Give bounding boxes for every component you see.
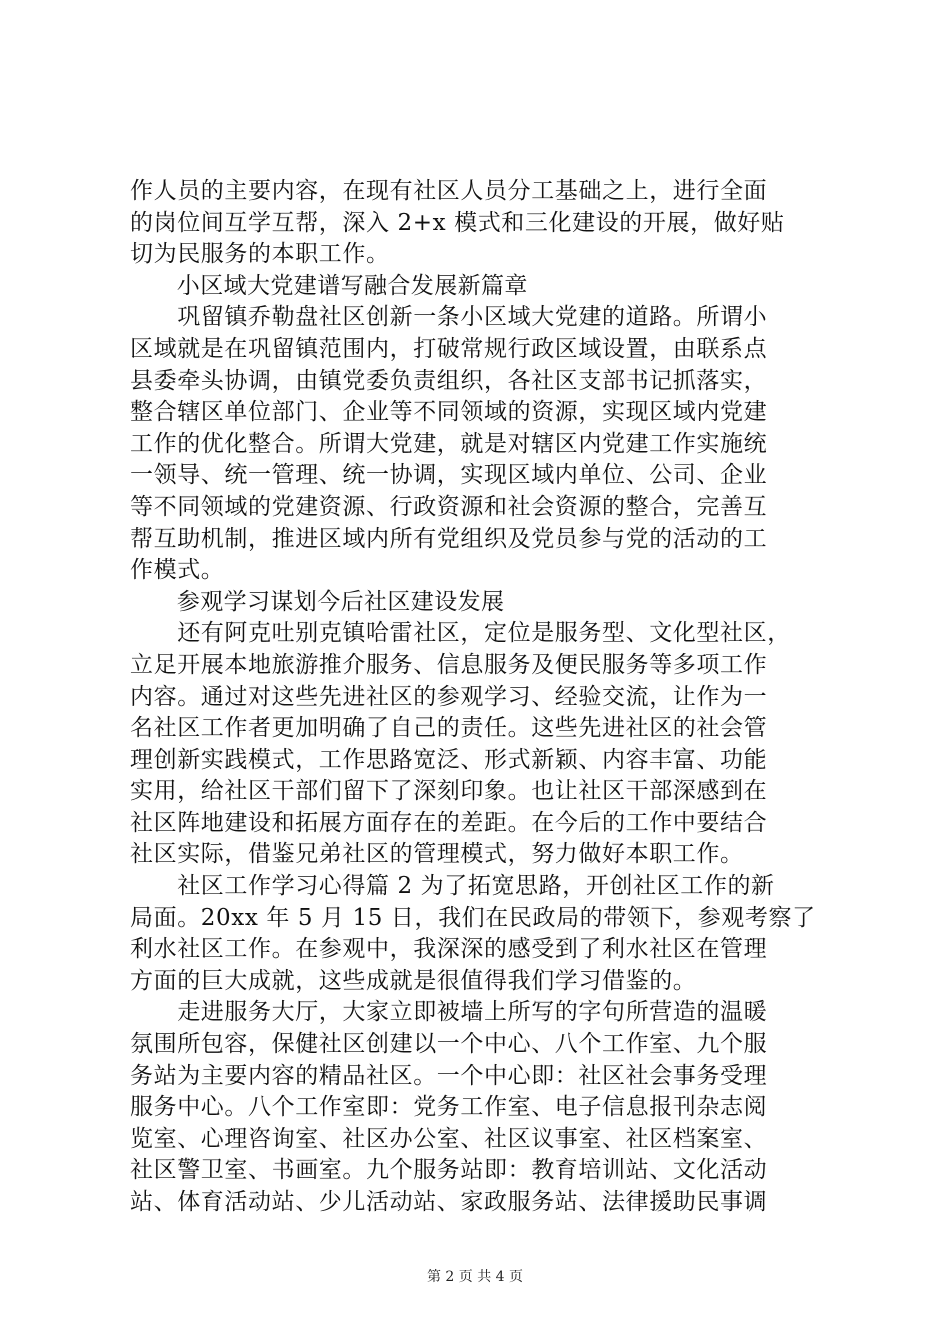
text-line: 内容。通过对这些先进社区的参观学习、经验交流，让作为一: [130, 683, 768, 710]
text-line: 的岗位间互学互帮，深入 2+x 模式和三化建设的开展，做好贴: [130, 209, 785, 236]
text-line: 巩留镇乔勒盘社区创新一条小区域大党建的道路。所谓小: [130, 304, 768, 331]
text-line: 实用，给社区干部们留下了深刻印象。也让社区干部深感到在: [130, 778, 768, 805]
text-line: 方面的巨大成就，这些成就是很值得我们学习借鉴的。: [130, 967, 697, 994]
text-line: 社区警卫室、书画室。九个服务站即：教育培训站、文化活动: [130, 1157, 768, 1184]
text-line: 作模式。: [130, 557, 225, 584]
text-line: 务站为主要内容的精品社区。一个中心即：社区社会事务受理: [130, 1062, 768, 1089]
text-line: 社区阵地建设和拓展方面存在的差距。在今后的工作中要结合: [130, 809, 768, 836]
text-line: 还有阿克吐别克镇哈雷社区，定位是服务型、文化型社区，: [130, 620, 791, 647]
text-line: 走进服务大厅，大家立即被墙上所写的字句所营造的温暖: [130, 999, 768, 1026]
text-line: 立足开展本地旅游推介服务、信息服务及便民服务等多项工作: [130, 651, 768, 678]
text-line: 站、体育活动站、少儿活动站、家政服务站、法律援助民事调: [130, 1189, 768, 1215]
text-line: 作人员的主要内容，在现有社区人员分工基础之上，进行全面: [130, 178, 768, 204]
text-line: 局面。20xx 年 5 月 15 日，我们在民政局的带领下，参观考察了: [130, 904, 816, 931]
text-line: 览室、心理咨询室、社区办公室、社区议事室、社区档案室、: [130, 1125, 768, 1152]
text-line: 社区实际，借鉴兄弟社区的管理模式，努力做好本职工作。: [130, 841, 744, 868]
text-line: 整合辖区单位部门、企业等不同领域的资源，实现区域内党建: [130, 399, 768, 426]
text-line: 等不同领域的党建资源、行政资源和社会资源的整合，完善互: [130, 493, 768, 520]
text-line: 帮互助机制，推进区域内所有党组织及党员参与党的活动的工: [130, 525, 768, 552]
text-line: 利水社区工作。在参观中，我深深的感受到了利水社区在管理: [130, 936, 768, 963]
text-line: 区域就是在巩留镇范围内，打破常规行政区域设置，由联系点: [130, 335, 768, 362]
text-line: 县委牵头协调，由镇党委负责组织，各社区支部书记抓落实，: [130, 367, 768, 394]
text-line: 服务中心。八个工作室即：党务工作室、电子信息报刊杂志阅: [130, 1094, 768, 1121]
section-heading: 参观学习谋划今后社区建设发展: [130, 588, 505, 615]
text-line: 氛围所包容，保健社区创建以一个中心、八个工作室、九个服: [130, 1031, 768, 1058]
text-line: 切为民服务的本职工作。: [130, 241, 390, 268]
body-text: [130, 176, 835, 1219]
section-heading: 小区域大党建谱写融合发展新篇章: [130, 272, 528, 299]
page-footer: 第 2 页 共 4 页: [426, 1269, 524, 1285]
text-line: 理创新实践模式，工作思路宽泛、形式新颖、内容丰富、功能: [130, 746, 768, 773]
text-line: 名社区工作者更加明确了自己的责任。这些先进社区的社会管: [130, 715, 768, 742]
text-line: 社区工作学习心得篇 2 为了拓宽思路，开创社区工作的新: [130, 873, 775, 900]
text-line: 工作的优化整合。所谓大党建，就是对辖区内党建工作实施统: [130, 430, 768, 457]
text-line: 一领导、统一管理、统一协调，实现区域内单位、公司、企业: [130, 462, 768, 489]
